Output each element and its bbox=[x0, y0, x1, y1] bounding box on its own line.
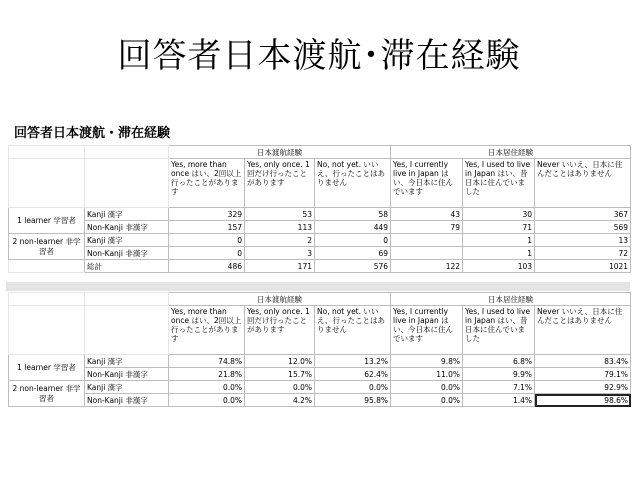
col-header[interactable]: Yes, only once. 1回だけ行ったことがあります bbox=[245, 159, 315, 208]
col-header[interactable]: No, not yet. いいえ、行ったことはありません bbox=[315, 159, 391, 208]
separator-row bbox=[6, 282, 630, 291]
data-cell[interactable]: 53 bbox=[245, 208, 315, 221]
percentages-table bbox=[8, 292, 631, 407]
data-cell[interactable]: 113 bbox=[245, 221, 315, 234]
row-type-label[interactable]: Non-Kanji 非漢字 bbox=[85, 247, 169, 260]
data-cell[interactable]: 43 bbox=[391, 208, 463, 221]
row-type-label[interactable]: Non-Kanji 非漢字 bbox=[85, 368, 169, 381]
corner-cell bbox=[85, 146, 169, 159]
data-cell[interactable]: 367 bbox=[535, 208, 631, 221]
table-row bbox=[9, 208, 631, 221]
data-cell[interactable]: 3 bbox=[245, 247, 315, 260]
data-cell[interactable]: 21.8% bbox=[169, 368, 245, 381]
data-cell[interactable]: 6.8% bbox=[463, 355, 535, 368]
table-row bbox=[9, 355, 631, 368]
data-cell[interactable]: 1.4% bbox=[463, 394, 535, 407]
col-header[interactable]: Never いいえ、日本に住んだことはありません bbox=[535, 306, 631, 355]
travel-group-header[interactable]: 日本渡航経験 bbox=[169, 293, 391, 306]
corner-cell bbox=[85, 159, 169, 208]
data-cell[interactable]: 72 bbox=[535, 247, 631, 260]
data-cell[interactable]: 74.8% bbox=[169, 355, 245, 368]
total-row bbox=[9, 260, 631, 273]
data-cell[interactable]: 1 bbox=[463, 234, 535, 247]
col-header[interactable]: Yes, I currently live in Japan はい、今日本に住んでいます bbox=[391, 159, 463, 208]
counts-table bbox=[8, 145, 631, 273]
data-cell[interactable]: 1 bbox=[463, 247, 535, 260]
corner-cell bbox=[85, 306, 169, 355]
row-group-label[interactable]: 1 learner 学習者 bbox=[9, 208, 85, 234]
col-header[interactable]: Yes, only once. 1回だけ行ったことがあります bbox=[245, 306, 315, 355]
data-cell[interactable]: 58 bbox=[315, 208, 391, 221]
travel-group-header[interactable]: 日本渡航経験 bbox=[169, 146, 391, 159]
data-cell[interactable]: 569 bbox=[535, 221, 631, 234]
residence-group-header[interactable]: 日本居住経験 bbox=[391, 146, 631, 159]
total-cell[interactable]: 122 bbox=[391, 260, 463, 273]
data-cell[interactable]: 11.0% bbox=[391, 368, 463, 381]
data-cell[interactable]: 79 bbox=[391, 221, 463, 234]
data-cell[interactable]: 13.2% bbox=[315, 355, 391, 368]
total-cell[interactable]: 486 bbox=[169, 260, 245, 273]
data-cell[interactable]: 0.0% bbox=[315, 381, 391, 394]
row-type-label[interactable]: Non-Kanji 非漢字 bbox=[85, 394, 169, 407]
data-cell[interactable]: 13 bbox=[535, 234, 631, 247]
data-cell[interactable]: 92.9% bbox=[535, 381, 631, 394]
data-cell[interactable] bbox=[391, 234, 463, 247]
data-cell[interactable]: 71 bbox=[463, 221, 535, 234]
col-header[interactable]: Yes, I used to live in Japan はい、昔日本に住んでいました bbox=[463, 159, 535, 208]
corner-cell bbox=[85, 293, 169, 306]
table-row bbox=[9, 394, 631, 407]
data-cell[interactable]: 157 bbox=[169, 221, 245, 234]
row-group-label[interactable]: 1 learner 学習者 bbox=[9, 355, 85, 381]
row-type-label[interactable]: Kanji 漢字 bbox=[85, 381, 169, 394]
row-group-label[interactable]: 2 non-learner 非学習者 bbox=[9, 381, 85, 407]
total-cell[interactable]: 576 bbox=[315, 260, 391, 273]
col-header[interactable]: Yes, more than once はい、2回以上行ったことがあります bbox=[169, 306, 245, 355]
col-header[interactable]: Yes, more than once はい、2回以上行ったことがあります bbox=[169, 159, 245, 208]
total-cell[interactable]: 103 bbox=[463, 260, 535, 273]
data-cell[interactable]: 12.0% bbox=[245, 355, 315, 368]
data-cell[interactable]: 449 bbox=[315, 221, 391, 234]
data-cell[interactable]: 9.9% bbox=[463, 368, 535, 381]
col-header[interactable]: Yes, I used to live in Japan はい、昔日本に住んでいました bbox=[463, 306, 535, 355]
data-cell[interactable]: 0.0% bbox=[169, 381, 245, 394]
data-cell[interactable]: 9.8% bbox=[391, 355, 463, 368]
blank-cell bbox=[9, 260, 85, 273]
data-cell[interactable]: 0.0% bbox=[245, 381, 315, 394]
data-cell[interactable]: 0.0% bbox=[391, 394, 463, 407]
table-row bbox=[9, 221, 631, 234]
data-cell[interactable]: 83.4% bbox=[535, 355, 631, 368]
row-type-label[interactable]: Kanji 漢字 bbox=[85, 355, 169, 368]
corner-cell bbox=[9, 159, 85, 208]
total-cell[interactable]: 1021 bbox=[535, 260, 631, 273]
col-header[interactable]: Never いいえ、日本に住んだことはありません bbox=[535, 159, 631, 208]
row-type-label[interactable]: Kanji 漢字 bbox=[85, 208, 169, 221]
table-row bbox=[9, 247, 631, 260]
table-row bbox=[9, 381, 631, 394]
data-cell[interactable]: 62.4% bbox=[315, 368, 391, 381]
residence-group-header[interactable]: 日本居住経験 bbox=[391, 293, 631, 306]
data-cell[interactable]: 30 bbox=[463, 208, 535, 221]
corner-cell bbox=[9, 293, 85, 306]
row-type-label[interactable]: Non-Kanji 非漢字 bbox=[85, 221, 169, 234]
corner-cell bbox=[9, 306, 85, 355]
slide-title: 回答者日本渡航･滞在経験 bbox=[117, 36, 521, 76]
data-cell[interactable]: 0 bbox=[169, 234, 245, 247]
data-cell[interactable]: 4.2% bbox=[245, 394, 315, 407]
table-row bbox=[9, 368, 631, 381]
data-cell[interactable]: 95.8% bbox=[315, 394, 391, 407]
data-cell[interactable]: 7.1% bbox=[463, 381, 535, 394]
data-cell[interactable]: 15.7% bbox=[245, 368, 315, 381]
data-cell[interactable]: 79.1% bbox=[535, 368, 631, 381]
data-cell[interactable]: 0 bbox=[169, 247, 245, 260]
col-header[interactable]: No, not yet. いいえ、行ったことはありません bbox=[315, 306, 391, 355]
col-header[interactable]: Yes, I currently live in Japan はい、今日本に住んでいます bbox=[391, 306, 463, 355]
data-cell[interactable] bbox=[391, 247, 463, 260]
data-cell[interactable]: 0.0% bbox=[169, 394, 245, 407]
table-row bbox=[9, 234, 631, 247]
total-cell[interactable]: 171 bbox=[245, 260, 315, 273]
data-cell[interactable]: 0.0% bbox=[391, 381, 463, 394]
data-cell[interactable]: 69 bbox=[315, 247, 391, 260]
sheet-title: 回答者日本渡航・滞在経験 bbox=[14, 126, 171, 141]
data-cell[interactable]: 0 bbox=[315, 234, 391, 247]
corner-cell bbox=[9, 146, 85, 159]
row-type-label[interactable]: Kanji 漢字 bbox=[85, 234, 169, 247]
total-label[interactable]: 総計 bbox=[85, 260, 169, 273]
data-cell[interactable]: 2 bbox=[245, 234, 315, 247]
row-group-label[interactable]: 2 non-learner 非学習者 bbox=[9, 234, 85, 260]
data-cell[interactable]: 329 bbox=[169, 208, 245, 221]
selected-cell[interactable]: 98.6% bbox=[535, 394, 631, 407]
